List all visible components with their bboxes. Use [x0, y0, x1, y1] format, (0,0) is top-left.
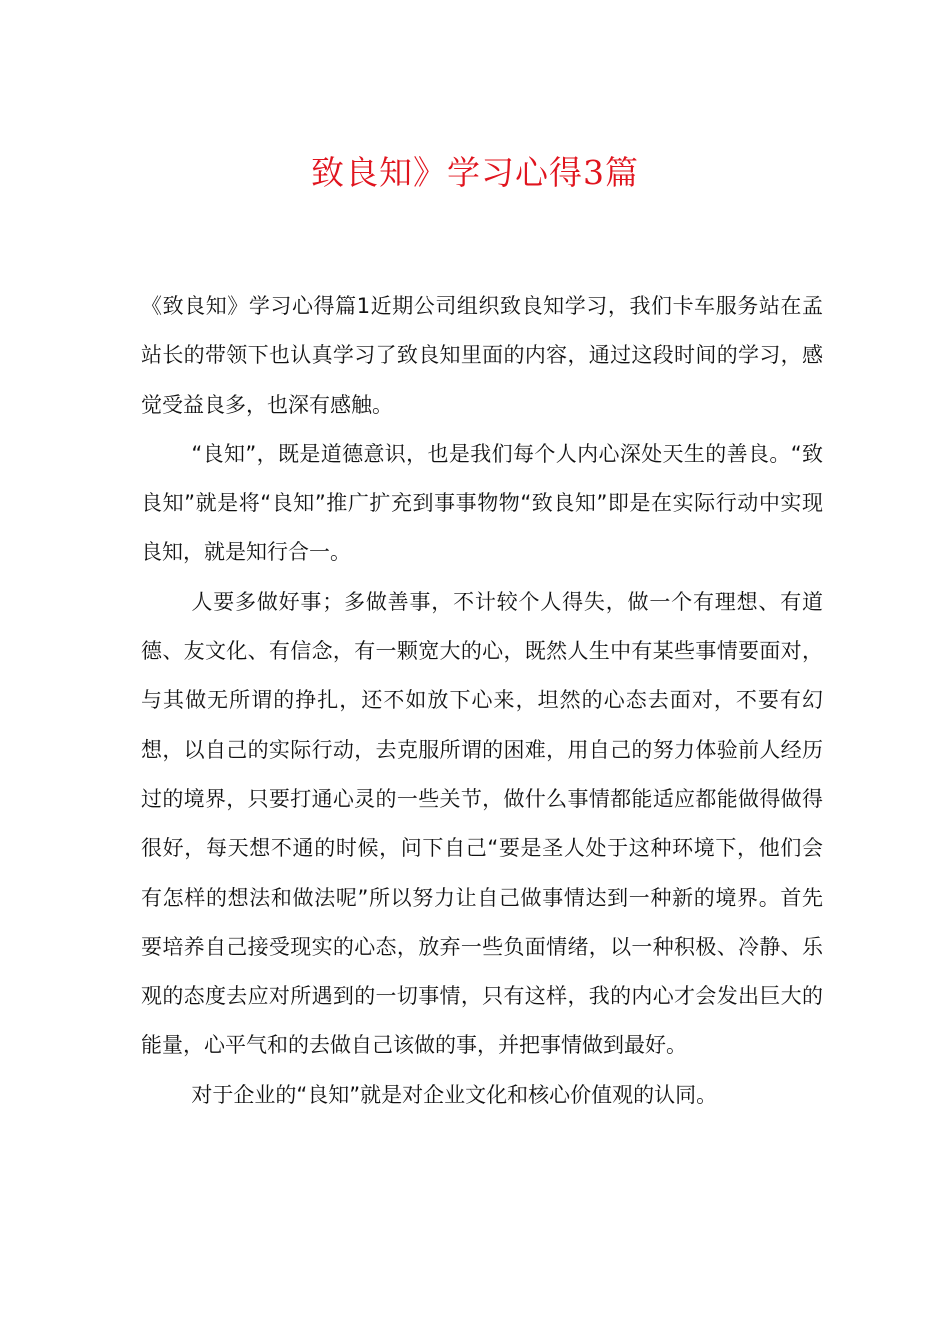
- paragraph-4: 对于企业的“良知”就是对企业文化和核心价值观的认同。: [191, 1082, 718, 1107]
- document-title: 致良知》学习心得3篇: [311, 153, 639, 192]
- paragraph-3: 人要多做好事；多做善事，不计较个人得失，做一个有理想、有道德、友文化、有信念，有一颗宽大的心，既然人生中有某些事情要面对，与其做无所谓的挣扎，还不如放下心来，坦然的心态去面对，不要有幻想，以自己的实际行动，去克服所谓的困难，用自己的努力体验前人经历过的境界，只要打通心灵的一些关节，做什么事情都能适应都能做得做得很好，每天想不通的时候，问下自己“要是圣人处于这种环境下，他们会有怎样的想法和做法呢”所以努力让自己做事情达到一种新的境界。首先要培养自己接受现实的心态，放弃一些负面情绪，以一种积极、冷静、乐观的态度去应对所遇到的一切事情，只有这样，我的内心才会发出巨大的能量，心平气和的去做自己该做的事，并把事情做到最好。: [141, 589, 823, 1058]
- document-body: [141, 282, 823, 1120]
- paragraph-1: 《致良知》学习心得篇1近期公司组织致良知学习，我们卡车服务站在孟站长的带领下也认真学习了致良知里面的内容，通过这段时间的学习，感觉受益良多，也深有感触。: [141, 294, 823, 417]
- paragraph-2: “良知”，既是道德意识，也是我们每个人内心深处天生的善良。“致良知”就是将“良知”推广扩充到事事物物“致良知”即是在实际行动中实现良知，就是知行合一。: [141, 441, 823, 565]
